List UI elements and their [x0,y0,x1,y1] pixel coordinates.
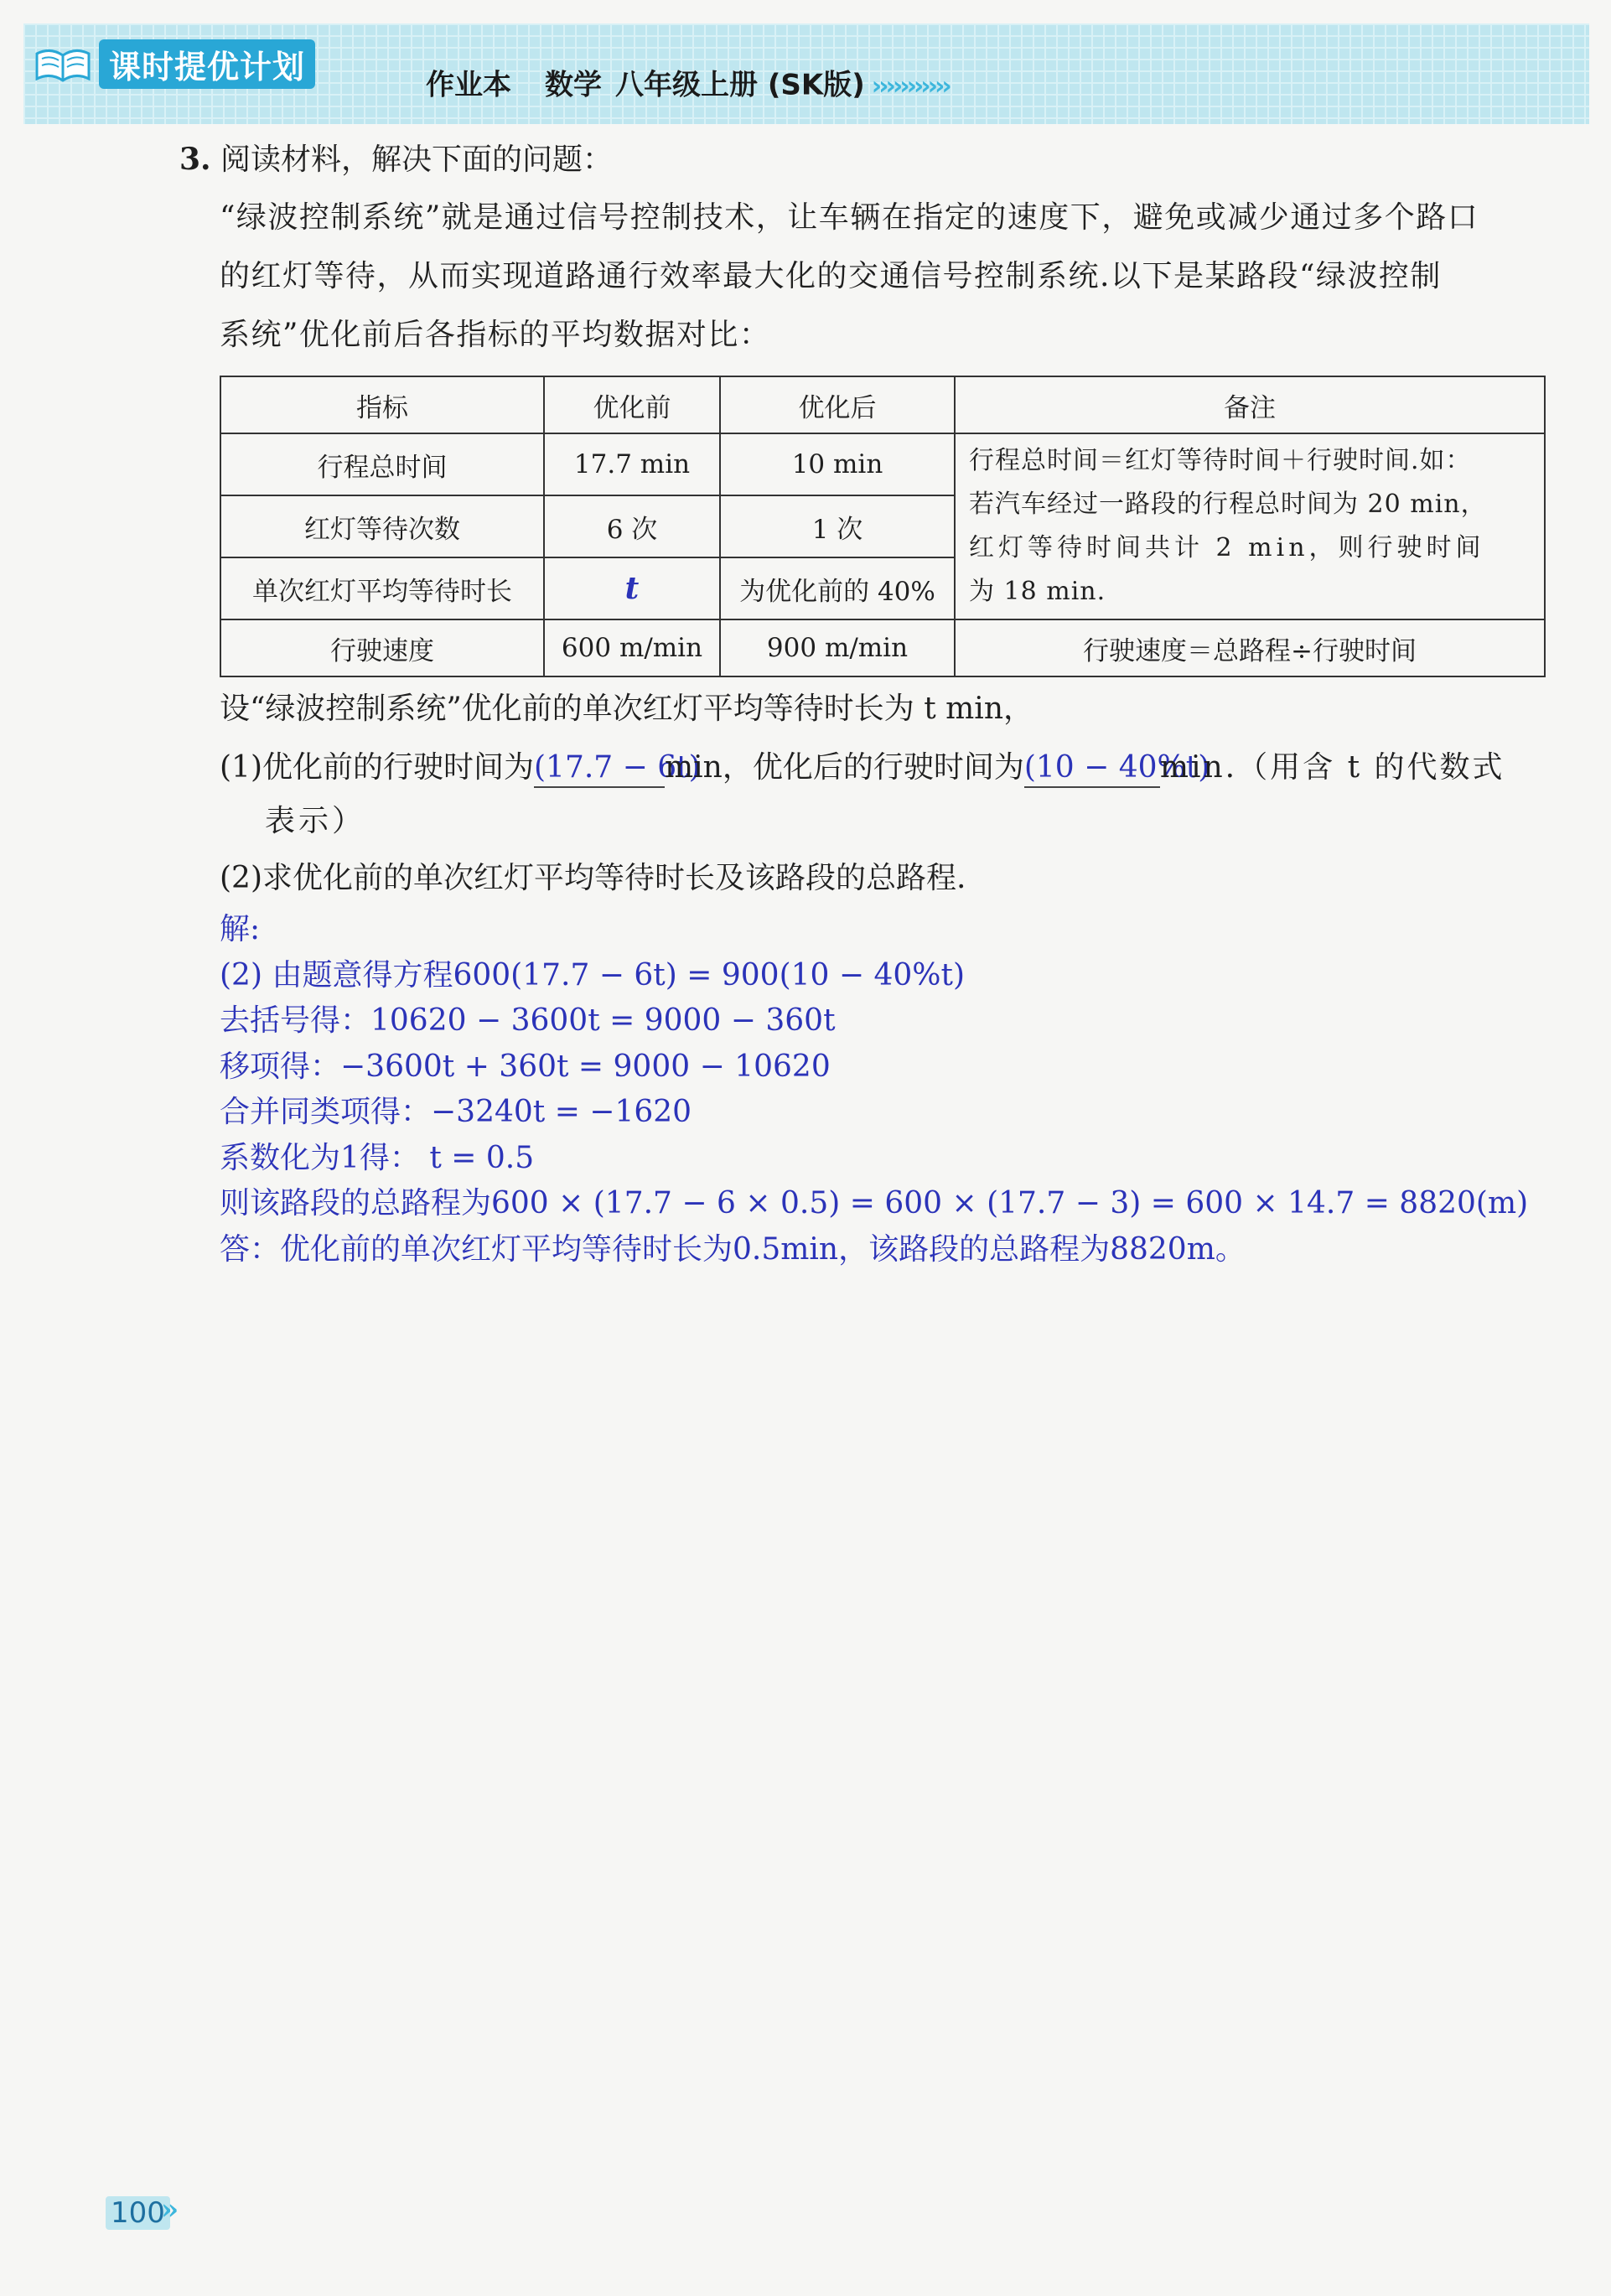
book-type: 作业本 [426,68,511,102]
solution-line: 移项得：−3600t + 360t = 9000 − 10620 [220,1049,831,1084]
solution-line: 答：优化前的单次红灯平均等待时长为0.5min，该路段的总路程为8820m。 [220,1231,1246,1267]
header-note: 备注 [955,376,1545,433]
solution-line: 合并同类项得：−3240t = −1620 [220,1095,692,1129]
brand [34,44,315,84]
part1-suffix: min.（用含 t 的代数式 [1159,750,1505,785]
header-metric: 指标 [220,376,544,433]
cell-before: t [544,557,720,619]
open-book-icon [34,45,92,82]
question-number: 3. [179,142,211,177]
solution-line: (2) 由题意得方程600(17.7 − 6t) = 900(10 − 40%t) [220,957,966,993]
book-info [426,62,982,103]
note-line: 行程总时间＝红灯等待时间＋行驶时间.如： [969,446,1472,475]
table-row [220,619,1545,676]
cell-after: 为优化前的 40% [720,557,955,619]
solution-line: 系数化为1得： t = 0.5 [220,1140,535,1175]
comparison-table [220,376,1546,677]
part1-prefix: (1)优化前的行驶时间为 [220,750,534,785]
cell-after: 900 m/min [720,619,955,676]
note-line: 红灯等待时间共计 2 min，则行驶时间 [969,533,1485,562]
table-header-row [220,376,1545,433]
grade: 八年级上册 (SK版) [615,68,865,102]
part1-mid: min，优化后的行驶时间为 [665,750,1024,785]
header-before: 优化前 [544,376,720,433]
answer-blank-2: (10 − 40%t) [1024,749,1160,788]
cell-after: 1 次 [720,495,955,557]
answer-blank-1: (17.7 − 6t) [534,749,665,788]
cell-before: 17.7 min [544,433,720,495]
note-line: 若汽车经过一路段的行程总时间为 20 min， [969,490,1487,519]
page-number: 100 [106,2196,170,2230]
part1-line [220,738,1505,798]
setup-line: 设“绿波控制系统”优化前的单次红灯平均等待时长为 t min， [220,692,1033,726]
cell-note-speed: 行驶速度＝总路程÷行驶时间 [955,619,1545,676]
cell-metric: 红灯等待次数 [220,495,544,557]
part1-suffix-line-2: 表示） [265,804,366,838]
subject: 数学 [545,68,602,102]
prompt-text: 阅读材料，解决下面的问题： [220,143,614,177]
solution-line: 去括号得：10620 − 3600t = 9000 − 360t [220,1003,836,1038]
cell-before: 6 次 [544,495,720,557]
solution-block [220,907,1528,1272]
cell-before: 600 m/min [544,619,720,676]
table-row [220,433,1545,495]
header-after: 优化后 [720,376,955,433]
solution-line: 解: [220,912,261,946]
page-chevron-icon: » [161,2193,179,2226]
part2-line: (2)求优化前的单次红灯平均等待时长及该路段的总路程. [220,861,966,895]
note-line: 为 18 min. [969,577,1106,606]
question-prompt [179,129,613,190]
cell-metric: 行程总时间 [220,433,544,495]
solution-line: 则该路段的总路程为600 × (17.7 − 6 × 0.5) = 600 × (17.7 − 3) = 600 × 14.7 = 8820(m) [220,1186,1529,1221]
paragraph-line-2: 的红灯等待，从而实现道路通行效率最大化的交通信号控制系统.以下是某路段“绿波控制 [220,259,1442,293]
cell-after: 10 min [720,433,955,495]
cell-metric: 单次红灯平均等待时长 [220,557,544,619]
chevron-decoration-icon: ››››››››››› [871,71,949,101]
cell-metric: 行驶速度 [220,619,544,676]
paragraph-line-3: 系统”优化前后各指标的平均数据对比： [220,318,771,352]
note-block [955,433,1545,619]
brand-label: 课时提优计划 [99,39,315,89]
paragraph-line-1: “绿波控制系统”就是通过信号控制技术，让车辆在指定的速度下，避免或减少通过多个路口 [220,200,1479,235]
